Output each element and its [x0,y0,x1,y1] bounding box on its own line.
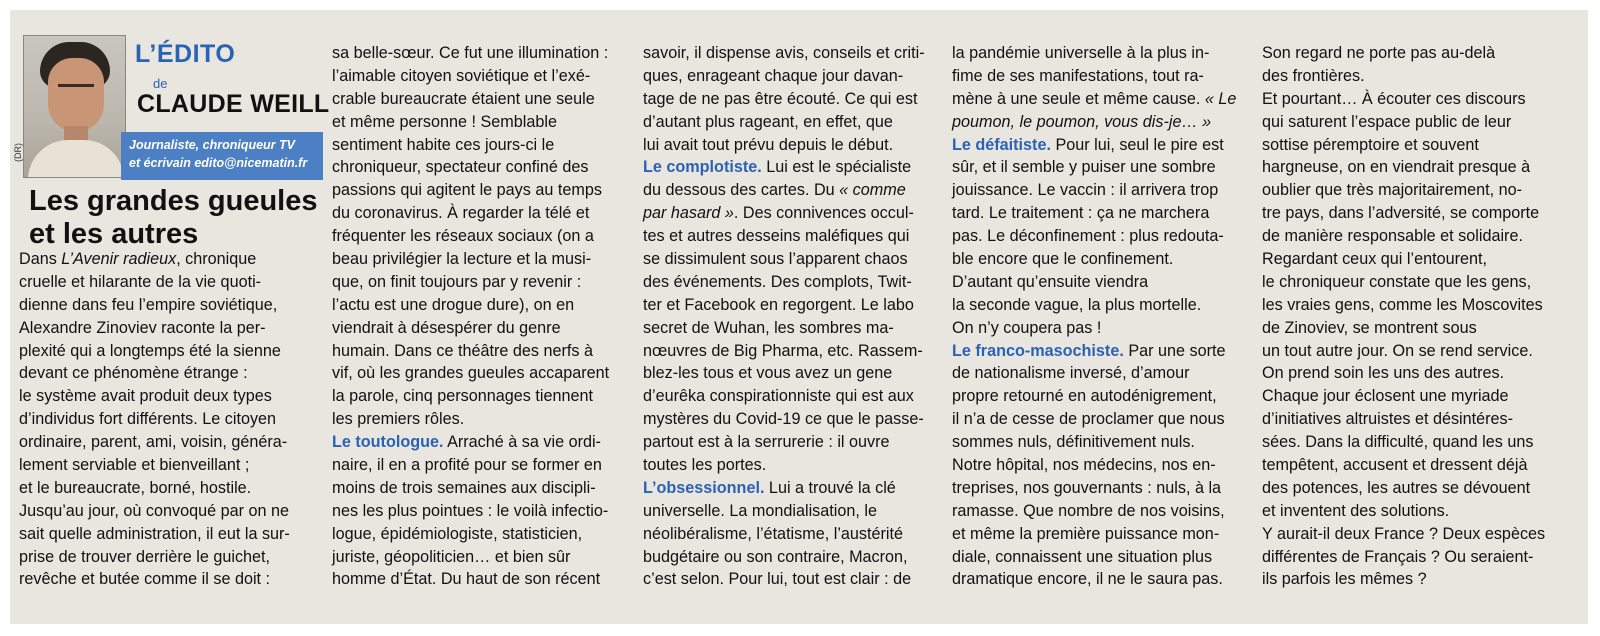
text-line [643,362,925,385]
text-line [1262,454,1545,477]
text-segment: treprises, nos gouvernants : nuls, à la [952,478,1222,497]
text-line [952,431,1236,454]
text-line [1262,248,1545,271]
text-segment: mystères du Covid-19 ce que le passe- [643,410,924,429]
text-line [1262,385,1545,408]
text-line [643,294,925,317]
text-segment: la parole, cinq personnages tiennent [332,387,593,406]
text-line [332,271,609,294]
text-column-2 [332,42,609,591]
text-segment: qui saturent l’espace public de leur [1262,112,1512,131]
text-segment: et même personne ! Semblable [332,112,557,131]
text-line [1262,431,1545,454]
text-segment: de nationalisme inversé, d’amour [952,364,1190,383]
text-segment: toutes les portes. [643,456,767,475]
text-segment: dramatique encore, il ne le saura pas. [952,570,1223,589]
text-segment: , chronique [176,250,257,268]
text-segment: « Le [1204,89,1237,108]
text-segment: Son regard ne porte pas au-delà [1262,44,1496,62]
text-line [19,408,290,431]
text-line [19,431,290,454]
text-segment: les premiers rôles. [332,410,465,429]
text-line [643,202,925,225]
text-line [952,202,1236,225]
text-segment: se dissimulent sous l’apparent chaos [643,250,908,269]
text-segment: des événements. Des complots, Twit- [643,272,912,291]
text-line [952,408,1236,431]
text-segment: Par une sorte [1123,341,1226,360]
text-line [643,65,925,88]
text-segment: ques, enrageant chaque jour davan- [643,66,904,85]
headline-line: Les grandes gueules [29,185,318,217]
text-segment: oublier que très majoritairement, no- [1262,181,1523,200]
text-segment: tre pays, dans l’adversité, se comporte [1262,204,1540,223]
text-line [332,248,609,271]
text-segment: et même la première puissance mon- [952,524,1220,543]
author-bio-line: Journaliste, chroniqueur TV [129,138,295,152]
text-line [332,500,609,523]
text-segment: par hasard » [643,204,734,223]
text-line [332,477,609,500]
text-segment: passions qui agitent le pays au temps [332,181,602,200]
text-segment: nes les plus pointues : le voilà infectio- [332,501,609,520]
text-segment: budgétaire ou son contraire, Macron, [643,547,908,566]
text-segment: sûr, et il semble y puiser une sombre [952,158,1216,177]
author-bio-box [121,132,323,180]
text-line [1262,408,1545,431]
text-segment: les vraies gens, comme les Moscovites [1262,295,1543,314]
text-segment: d’individus fort différents. Le citoyen [19,410,277,429]
text-segment: de manière responsable et solidaire. [1262,227,1523,246]
text-line [643,317,925,340]
text-line [643,408,925,431]
text-segment: sées. Dans la difficulté, quand les uns [1262,433,1534,452]
text-line [643,340,925,363]
text-line [1262,225,1545,248]
text-line [1262,134,1545,157]
text-segment: poumon, le poumon, vous dis-je… » [952,112,1212,131]
text-line [643,568,925,591]
text-segment: Lui est le spécialiste [761,158,912,177]
text-line [952,156,1236,179]
text-line [643,271,925,294]
text-segment: Arraché à sa vie ordi- [443,433,601,452]
character-heading: Le complotiste. [643,158,762,177]
text-segment: le chroniqueur constate que les gens, [1262,272,1532,291]
section-title: L’ÉDITO [135,40,236,68]
text-line [19,294,290,317]
text-line [643,523,925,546]
text-line [952,454,1236,477]
text-line [19,523,290,546]
text-segment: blez-les tous et vous avez un gene [643,364,893,383]
text-segment: et inventent des solutions. [1262,501,1450,520]
text-segment: chroniqueur, spectateur confiné des [332,158,589,177]
text-line [1262,202,1545,225]
text-line [332,523,609,546]
character-heading: L’obsessionnel. [643,478,765,497]
headline-line: et les autres [29,218,199,250]
text-segment: L’Avenir radieux [61,250,177,268]
text-line [19,248,290,271]
character-heading: Le défaitiste. [952,135,1051,154]
text-segment: devant ce phénomène étrange : [19,364,248,383]
text-line [952,500,1236,523]
text-line [1262,111,1545,134]
text-line [332,65,609,88]
text-segment: tard. Le traitement : ça ne marchera [952,204,1210,223]
text-line [19,362,290,385]
text-line [332,568,609,591]
text-line [643,179,925,202]
text-line [952,271,1236,294]
text-line [952,340,1236,363]
text-segment: Y aurait-il deux France ? Deux espèces [1262,524,1546,543]
text-segment: Lui a trouvé la clé [764,478,896,497]
text-line [952,111,1236,134]
text-segment: l’aimable citoyen soviétique et l’exé- [332,66,591,85]
text-line [643,225,925,248]
text-line [643,111,925,134]
text-line [1262,568,1545,591]
text-line [643,500,925,523]
text-line [1262,546,1545,569]
text-line [19,340,290,363]
text-segment: d’initiatives altruistes et désintéres- [1262,410,1514,429]
text-segment: d’eurêka conspirationniste qui est aux [643,387,914,406]
text-segment: ils parfois les mêmes ? [1262,570,1427,589]
text-line [332,317,609,340]
text-line [332,156,609,179]
text-segment: tes et autres desseins maléfiques qui [643,227,910,246]
text-line [1262,271,1545,294]
text-line [643,431,925,454]
text-line [643,477,925,500]
text-line [643,546,925,569]
text-segment: dienne dans feu l’empire soviétique, [19,295,278,314]
text-segment: Regardant ceux qui l’entourent, [1262,250,1487,269]
text-segment: prise de trouver derrière le guichet, [19,547,271,566]
text-line [952,317,1236,340]
text-segment: sommes nuls, définitivement nuls. [952,433,1195,452]
text-segment: jouissance. Le vaccin : il arrivera trop [952,181,1219,200]
text-line [952,568,1236,591]
text-column-1 [19,248,290,591]
text-segment: naire, il en a profité pour se former en [332,456,602,475]
text-segment: tage de ne pas être écouté. Ce qui est [643,89,918,108]
text-line [19,271,290,294]
text-segment: lement serviable et bienveillant ; [19,456,250,475]
text-segment: crable bureaucrate étaient une seule [332,89,595,108]
text-line [332,294,609,317]
text-segment: partout est à la serrurerie : il ouvre [643,433,890,452]
character-heading: Le franco-masochiste. [952,341,1124,360]
text-line [332,431,609,454]
text-segment: savoir, il dispense avis, conseils et criti- [643,44,925,62]
text-segment: que, on finit toujours par y revenir : [332,272,582,291]
text-segment: beau privilégier la lecture et la musi- [332,250,592,269]
text-line [19,454,290,477]
text-line [643,156,925,179]
text-line [332,362,609,385]
text-segment: du dessous des cartes. Du [643,181,840,200]
text-segment: cruelle et hilarante de la vie quoti- [19,272,262,291]
text-line [952,225,1236,248]
text-segment: universelle. La mondialisation, le [643,501,877,520]
text-segment: moins de trois semaines aux discipli- [332,478,596,497]
editorial-page [10,10,1588,624]
text-line [19,500,290,523]
text-segment: secret de Wuhan, les sombres ma- [643,318,894,337]
text-segment: hargneuse, on en viendrait presque à [1262,158,1531,177]
text-line [952,179,1236,202]
text-line [19,477,290,500]
text-line [332,546,609,569]
text-segment: Alexandre Zinoviev raconte la per- [19,318,266,337]
text-line [1262,500,1545,523]
text-segment: sottise péremptoire et souvent [1262,135,1479,154]
text-line [1262,317,1545,340]
text-segment: et le bureaucrate, borné, hostile. [19,478,252,497]
text-segment: sa belle-sœur. Ce fut une illumination : [332,44,609,62]
text-line [19,546,290,569]
section-byline-de: de [153,76,168,91]
text-line [1262,42,1545,65]
text-segment: humain. Dans ce théâtre des nerfs à [332,341,593,360]
text-segment: d’autant plus rageant, en effet, que [643,112,893,131]
text-line [332,340,609,363]
text-line [1262,362,1545,385]
text-segment: mène à une seule et même cause. [952,89,1205,108]
text-line [952,134,1236,157]
text-segment: ramasse. Que nombre de nos voisins, [952,501,1225,520]
author-name: CLAUDE WEILL [137,90,330,118]
text-segment: fréquenter les réseaux sociaux (on a [332,227,594,246]
text-line [19,317,290,340]
text-line [1262,523,1545,546]
text-segment: lui avait tout prévu depuis le début. [643,135,894,154]
text-segment: . Des connivences occul- [733,204,914,223]
text-line [332,111,609,134]
text-segment: Chaque jour éclosent une myriade [1262,387,1509,406]
text-line [952,362,1236,385]
text-segment: tempêtent, accusent et dressent déjà [1262,456,1528,475]
text-line [332,385,609,408]
text-segment: c’est selon. Pour lui, tout est clair : de [643,570,912,589]
text-segment: viendrait à désespérer du genre [332,318,561,337]
text-segment: sait quelle administration, il eut la sur- [19,524,290,543]
text-segment: juriste, géopoliticien… et bien sûr [332,547,571,566]
text-segment: de Zinoviev, se montrent sous [1262,318,1477,337]
text-segment: il n’a de cesse de proclamer que nous [952,410,1225,429]
text-segment: ble encore que le confinement. [952,250,1174,269]
text-segment: logue, épidémiologiste, statisticien, [332,524,583,543]
text-segment: différentes de Français ? Ou seraient- [1262,547,1534,566]
text-segment: l’actu est une drogue dure), on en [332,295,575,314]
text-line [19,568,290,591]
text-segment: nœuvres de Big Pharma, etc. Rassem- [643,341,923,360]
text-line [1262,179,1545,202]
author-portrait [23,35,126,178]
text-line [643,385,925,408]
text-line [1262,477,1545,500]
text-line [643,42,925,65]
text-line [332,225,609,248]
text-segment: des frontières. [1262,66,1365,85]
text-segment: plexité qui a longtemps été la sienne [19,341,281,360]
text-segment: D’autant qu’ensuite viendra [952,272,1149,291]
text-segment: homme d’État. Du haut de son récent [332,570,601,589]
text-segment: Notre hôpital, nos médecins, nos en- [952,456,1216,475]
text-segment: la seconde vague, la plus mortelle. [952,295,1202,314]
text-segment: « comme [839,181,906,200]
headline [29,185,318,251]
text-line [19,385,290,408]
text-segment: néolibéralisme, l’étatisme, l’austérité [643,524,904,543]
text-line [1262,65,1545,88]
text-line [643,454,925,477]
text-segment: un tout autre jour. On se rend service. [1262,341,1533,360]
text-line [1262,156,1545,179]
text-line [643,134,925,157]
text-line [332,88,609,111]
photo-credit: (DR) [13,143,23,162]
text-line [952,65,1236,88]
text-segment: ter et Facebook en regorgent. Le labo [643,295,914,314]
text-line [952,477,1236,500]
text-line [952,546,1236,569]
text-column-3 [643,42,925,591]
text-line [1262,294,1545,317]
text-line [952,42,1236,65]
text-line [1262,88,1545,111]
text-segment: revêche et butée comme il se doit : [19,570,271,589]
text-line [952,523,1236,546]
text-segment: On prend soin les uns des autres. [1262,364,1505,383]
text-line [1262,340,1545,363]
text-segment: Jusqu’au jour, où convoqué par on ne [19,501,289,520]
text-segment: pas. Le déconfinement : plus redouta- [952,227,1224,246]
text-line [332,202,609,225]
text-segment: Dans [19,250,62,268]
text-line [643,248,925,271]
text-line [332,134,609,157]
text-segment: ordinaire, parent, ami, voisin, généra- [19,433,288,452]
text-line [332,42,609,65]
text-segment: Pour lui, seul le pire est [1050,135,1224,154]
text-line [332,179,609,202]
text-line [643,88,925,111]
text-segment: sentiment habite ces jours-ci le [332,135,555,154]
text-line [952,88,1236,111]
author-bio-line: et écrivain edito@nicematin.fr [129,156,308,170]
text-segment: propre retourné en autodénigrement, [952,387,1217,406]
text-segment: fime de ses manifestations, tout ra- [952,66,1204,85]
text-line [952,385,1236,408]
text-segment: On n’y coupera pas ! [952,318,1102,337]
text-segment: vif, où les grandes gueules accaparent [332,364,610,383]
text-column-5 [1262,42,1545,591]
text-segment: le système avait produit deux types [19,387,272,406]
text-column-4 [952,42,1236,591]
text-line [952,248,1236,271]
text-line [952,294,1236,317]
text-line [332,408,609,431]
text-segment: du coronavirus. À regarder la télé et [332,204,590,223]
text-line [332,454,609,477]
text-segment: la pandémie universelle à la plus in- [952,44,1210,62]
character-heading: Le toutologue. [332,433,444,452]
text-segment: Et pourtant… À écouter ces discours [1262,89,1526,108]
text-segment: des potences, les autres se dévouent [1262,478,1531,497]
text-segment: diale, connaissent une situation plus [952,547,1213,566]
